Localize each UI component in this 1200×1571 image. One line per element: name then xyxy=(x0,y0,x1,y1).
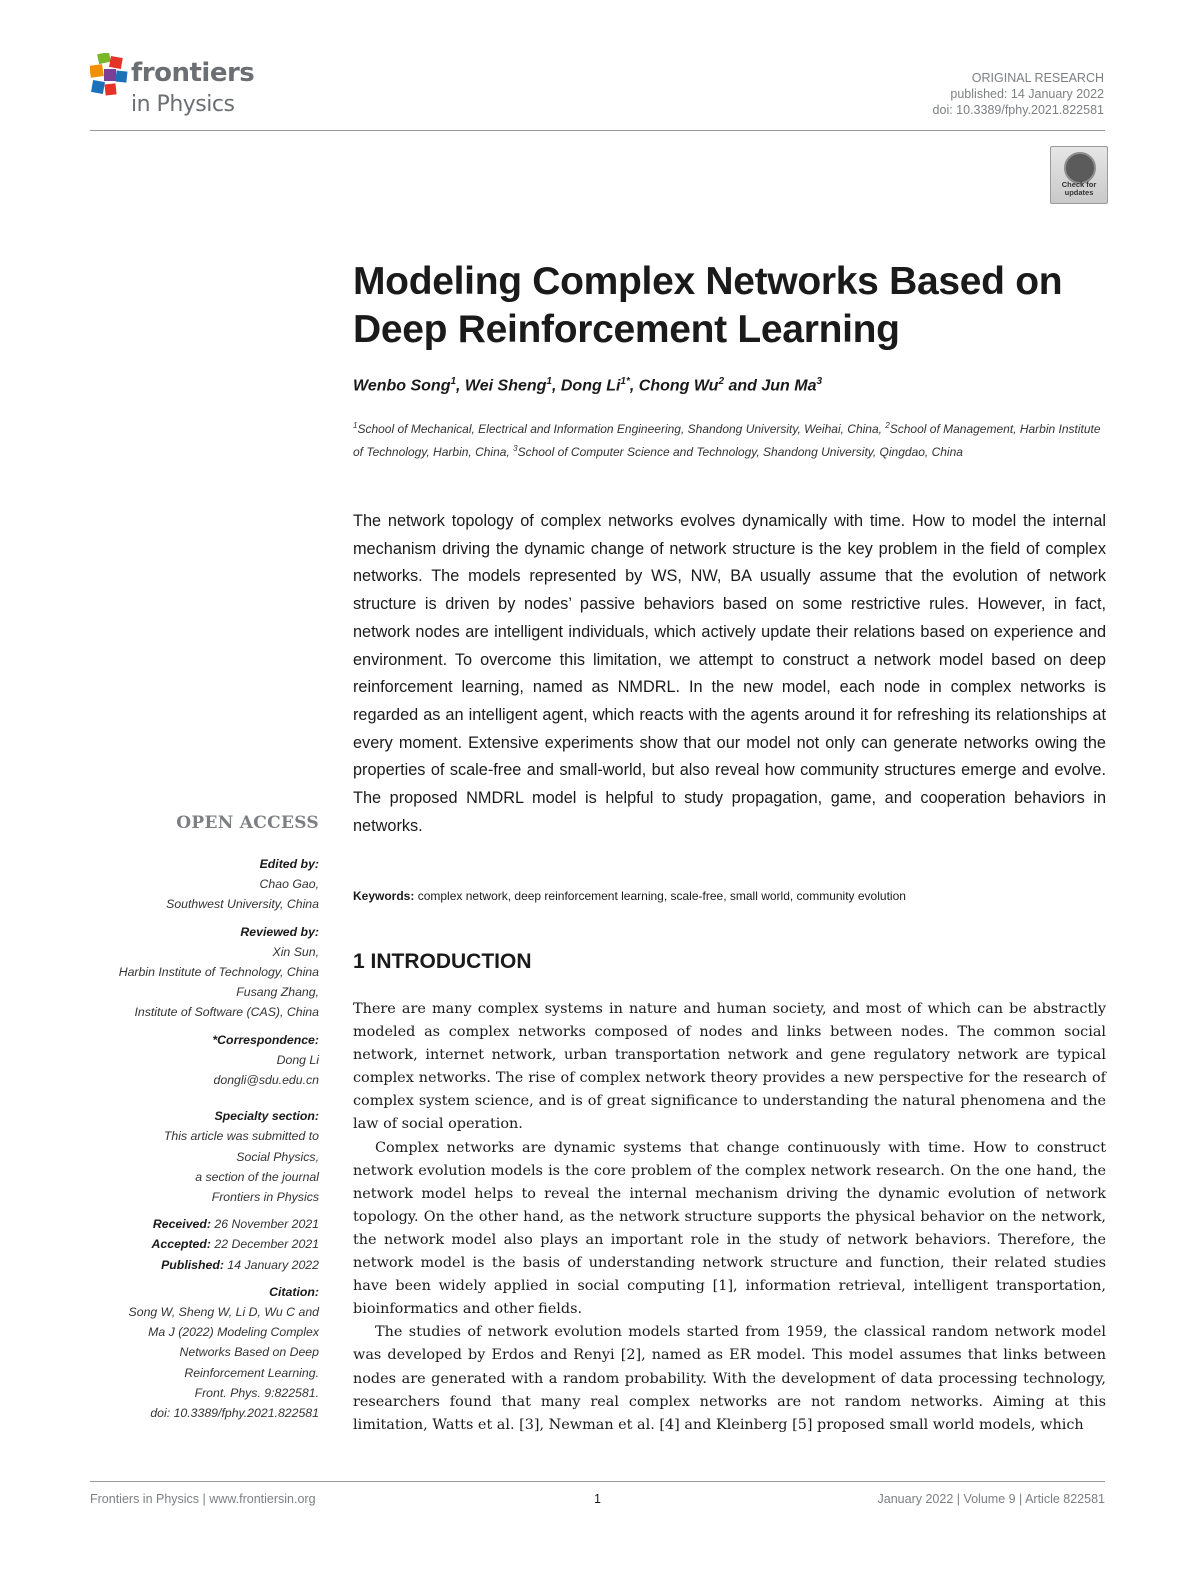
affil-mark: 1 xyxy=(353,421,358,430)
keywords-label: Keywords: xyxy=(353,889,415,903)
specialty-line: Frontiers in Physics xyxy=(211,1190,319,1205)
specialty-line: This article was submitted to xyxy=(163,1129,319,1144)
article-title: Modeling Complex Networks Based on Deep Reinforcement Learning xyxy=(353,260,1063,351)
body-paragraph: The studies of network evolution models started from 1959, the classical random network model was developed by Erdos and Renyi [2], named as ER model. This model assumes that links between nodes are generated with a random probability. With the development of data processing technology, researchers found that many real complex networks are not random networks. Aiming at this limitation, Watts et al. [3], Newman et al. [4] and Kleinberg [5] proposed small world models, which xyxy=(353,1324,1106,1433)
citation-line: Song W, Sheng W, Li D, Wu C and xyxy=(128,1305,319,1320)
author-affil-mark: 1 xyxy=(546,376,552,387)
reviewer-name[interactable]: Xin Sun, xyxy=(272,944,319,959)
check-for-updates-badge[interactable] xyxy=(1050,146,1108,204)
author-affil-mark: 2 xyxy=(718,376,725,387)
footer-issue-info: January 2022 | Volume 9 | Article 822581 xyxy=(877,1492,1105,1506)
received-date: Received: 26 November 2021 xyxy=(152,1217,319,1232)
affiliation: School of Computer Science and Technology, Shandong University, Qingdao, China xyxy=(517,445,963,459)
citation-line: Networks Based on Deep xyxy=(179,1345,319,1360)
correspondence-name: Dong Li xyxy=(276,1052,319,1067)
accepted-date: Accepted: 22 December 2021 xyxy=(151,1237,319,1252)
doi[interactable]: doi: 10.3389/fphy.2021.822581 xyxy=(932,103,1104,117)
reviewer-name[interactable]: Fusang Zhang, xyxy=(236,985,319,1000)
body-paragraph: Complex networks are dynamic systems that change continuously with time. How to construct network evolution models is the core problem of the complex network research. On the one hand, the network model helps to reveal the internal mechanism driving the dynamic evolution of network topology. On the other hand, as the network structure supports the physical behavior on the network, the network model also plays an important role in the study of network behaviors. Therefore, the network model is the basis of understanding network structure and function, their related studies have been widely applied in social computing [1], information retrieval, intelligent transportation, bioinformatics and other fields. xyxy=(353,1139,1106,1318)
reviewer-affiliation: Harbin Institute of Technology, China xyxy=(118,965,319,980)
citation-line: Reinforcement Learning. xyxy=(184,1365,319,1380)
frontiers-logo-icon xyxy=(90,53,130,99)
specialty-section-label: Specialty section: xyxy=(214,1109,319,1124)
section-heading-introduction: 1 INTRODUCTION xyxy=(353,950,532,973)
editor-name[interactable]: Chao Gao, xyxy=(259,877,319,892)
author-name[interactable]: Jun Ma xyxy=(761,377,817,395)
affiliation: School of Mechanical, Electrical and Information Engineering, Shandong University, Weihai, China, xyxy=(357,422,886,436)
author-affil-mark: 1* xyxy=(620,376,630,387)
published-date-sidebar: Published: 14 January 2022 xyxy=(161,1257,319,1272)
author-name[interactable]: Wei Sheng xyxy=(464,377,547,395)
abstract: The network topology of complex networks evolves dynamically with time. How to model the internal mechanism driving the dynamic change of network structure is the key problem in the field of complex networks. The models represented by WS, NW, BA usually assume that the evolution of network structure is driven by nodes’ passive behaviors based on some restrictive rules. However, in fact, network nodes are intelligent individuals, which actively update their relations based on experience and environment. To overcome this limitation, we attempt to construct a network model based on deep reinforcement learning, named as NMDRL. In the new model, each node in complex networks is regarded as an intelligent agent, which reacts with the agents around it for refreshing its relationships at every moment. Extensive experiments show that our model not only can generate networks owing the properties of scale-free and small-world, but also reveal how community structures emerge and evolve. The proposed NMDRL model is helpful to study propagation, game, and cooperation behaviors in networks. xyxy=(353,512,1106,835)
introduction-body xyxy=(353,998,1106,1437)
correspondence-label: *Correspondence: xyxy=(212,1032,319,1047)
badge-label: Check for updates xyxy=(1061,180,1097,197)
logo-wordmark-line2: in Physics xyxy=(131,92,235,117)
author-name[interactable]: Dong Li xyxy=(560,377,621,395)
journal-logo[interactable] xyxy=(90,50,270,120)
article-type: ORIGINAL RESEARCH xyxy=(971,71,1104,85)
affil-mark: 3 xyxy=(513,444,518,453)
article-info-sidebar xyxy=(79,812,319,1423)
author-separator: , xyxy=(629,377,639,395)
open-access-label: OPEN ACCESS xyxy=(176,813,319,833)
author-affil-mark: 3 xyxy=(816,376,823,387)
citation-doi[interactable]: doi: 10.3389/fphy.2021.822581 xyxy=(150,1406,319,1421)
logo-wordmark-line1: frontiers xyxy=(131,58,255,88)
reviewed-by-label: Reviewed by: xyxy=(240,924,319,939)
body-paragraph: There are many complex systems in nature and human society, and most of which can be abstractly modeled as complex networks composed of nodes and links between nodes. The common social network, internet network, urban transportation network and gene regulatory network are typical complex networks. The rise of complex network theory provides a new perspective for the research of complex system science, and is of great significance to understanding the natural phenomena and the law of social operation. xyxy=(353,1001,1106,1133)
page-number: 1 xyxy=(594,1492,601,1506)
published-date: published: 14 January 2022 xyxy=(950,87,1104,101)
header-divider xyxy=(90,130,1105,131)
correspondence-email[interactable]: dongli@sdu.edu.cn xyxy=(213,1073,319,1088)
author-list xyxy=(353,376,822,395)
editor-affiliation: Southwest University, China xyxy=(166,897,319,912)
author-affil-mark: 1 xyxy=(450,376,457,387)
affil-mark: 2 xyxy=(885,421,890,430)
citation-line: Front. Phys. 9:822581. xyxy=(194,1385,319,1400)
reviewer-affiliation: Institute of Software (CAS), China xyxy=(134,1005,319,1020)
footer-divider xyxy=(90,1481,1105,1482)
author-separator: , xyxy=(551,377,561,395)
author-name[interactable]: Chong Wu xyxy=(638,377,719,395)
author-name[interactable]: Wenbo Song xyxy=(353,377,451,395)
keywords-list: complex network, deep reinforcement learning, scale-free, small world, community evolution xyxy=(417,889,906,903)
article-meta xyxy=(933,70,1104,118)
affiliations xyxy=(353,416,1106,462)
specialty-line: a section of the journal xyxy=(195,1169,319,1184)
footer-journal[interactable]: Frontiers in Physics | www.frontiersin.org xyxy=(90,1492,316,1506)
edited-by-label: Edited by: xyxy=(259,857,319,871)
author-conjunction: and xyxy=(724,377,762,395)
author-separator: , xyxy=(456,377,465,395)
citation-line: Ma J (2022) Modeling Complex xyxy=(148,1325,319,1340)
keywords xyxy=(353,889,1106,903)
specialty-line: Social Physics, xyxy=(236,1149,319,1164)
affiliation: School of Management, Harbin Institute of Technology, Harbin, China, xyxy=(353,422,1101,459)
citation-label: Citation: xyxy=(269,1284,319,1299)
